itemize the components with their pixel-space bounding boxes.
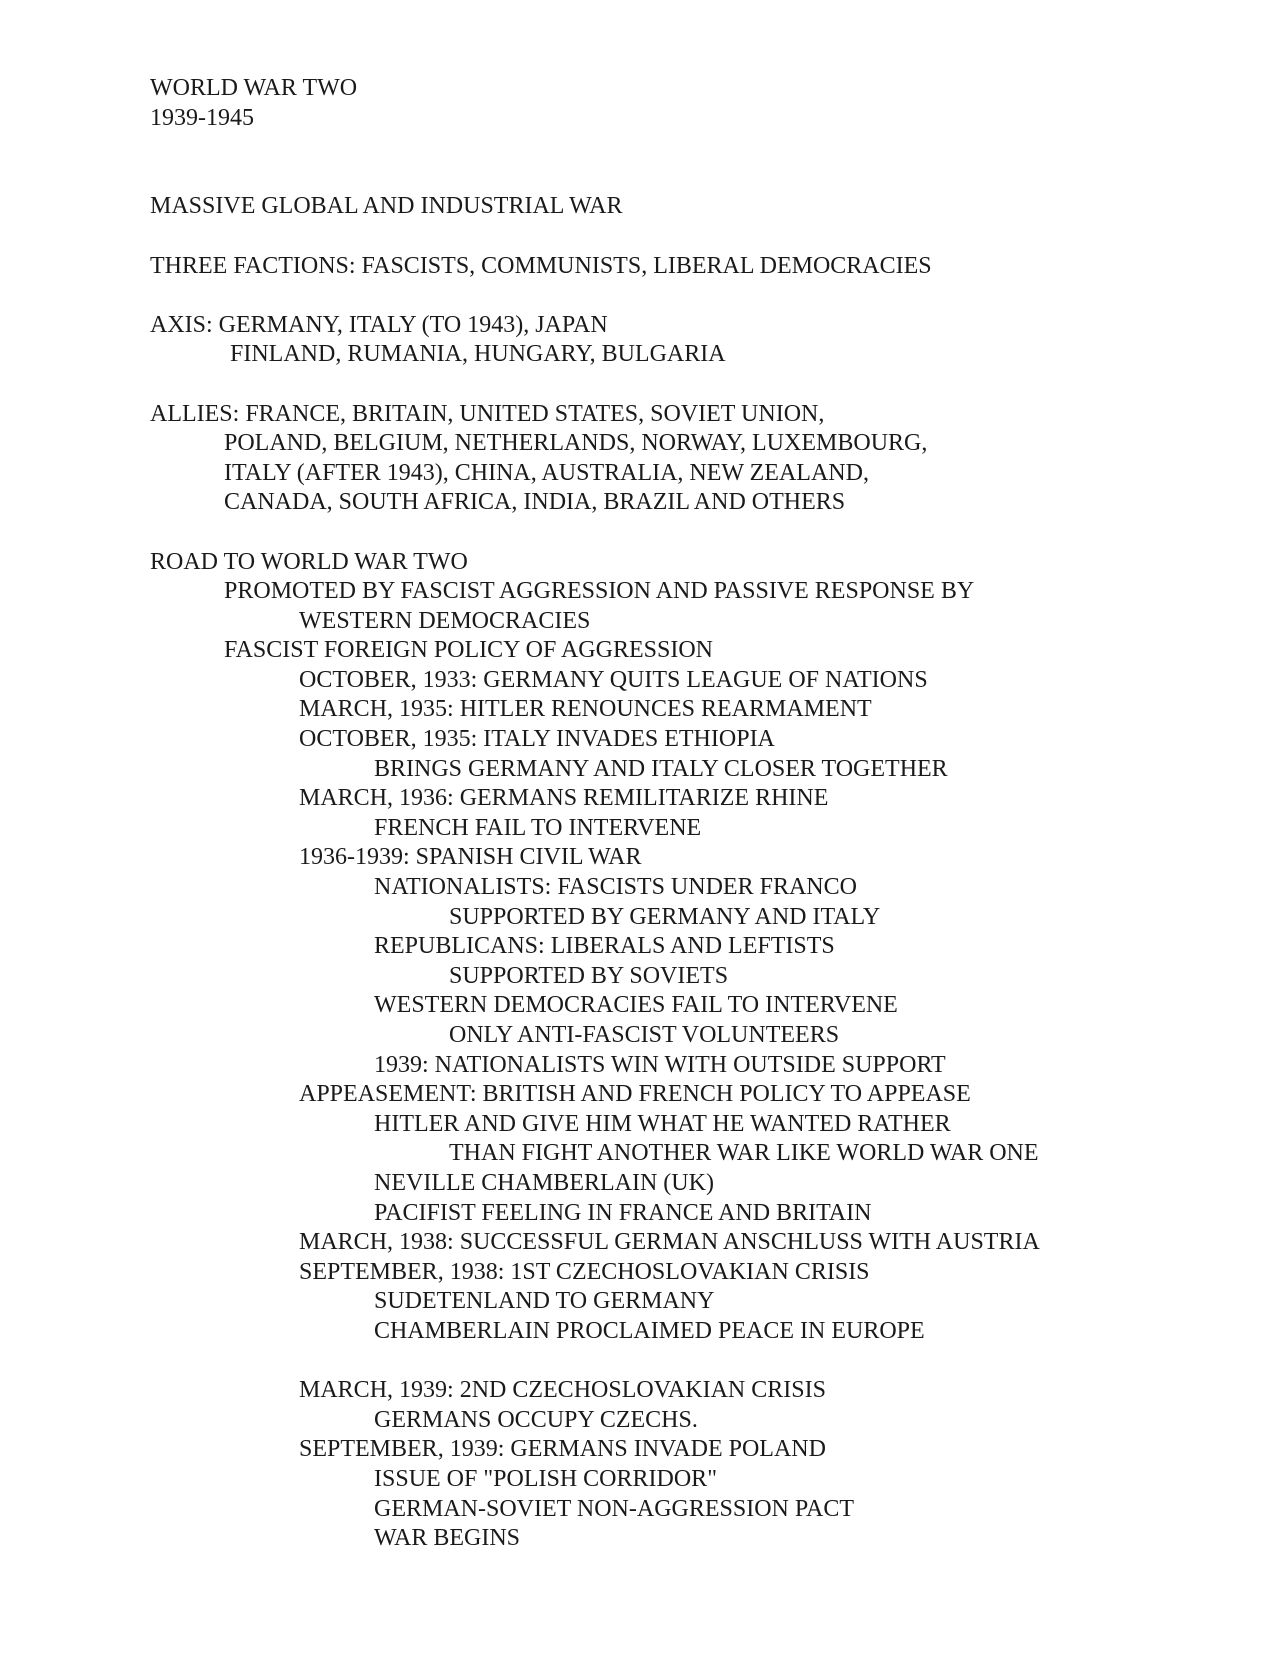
outline-line: OCTOBER, 1933: GERMANY QUITS LEAGUE OF NATIONS	[299, 666, 928, 693]
outline-line: FASCIST FOREIGN POLICY OF AGGRESSION	[224, 637, 713, 664]
outline-line: WESTERN DEMOCRACIES	[299, 607, 591, 634]
outline-line: REPUBLICANS: LIBERALS AND LEFTISTS	[374, 933, 835, 960]
outline-line: SEPTEMBER, 1939: GERMANS INVADE POLAND	[299, 1436, 826, 1463]
outline-line: SUPPORTED BY SOVIETS	[449, 962, 729, 989]
axis-line: FINLAND, RUMANIA, HUNGARY, BULGARIA	[230, 341, 726, 368]
outline-line: ONLY ANTI-FASCIST VOLUNTEERS	[449, 1022, 840, 1048]
axis-line: AXIS: GERMANY, ITALY (TO 1943), JAPAN	[150, 311, 608, 338]
outline-line: CHAMBERLAIN PROCLAIMED PEACE IN EUROPE	[374, 1317, 925, 1344]
outline-line: MARCH, 1939: 2ND CZECHOSLOVAKIAN CRISIS	[299, 1377, 826, 1404]
outline-line: WESTERN DEMOCRACIES FAIL TO INTERVENE	[374, 992, 898, 1019]
outline-line: HITLER AND GIVE HIM WHAT HE WANTED RATHER	[374, 1110, 951, 1137]
outline-line: ISSUE OF "POLISH CORRIDOR"	[374, 1465, 717, 1492]
outline-line: WAR BEGINS	[374, 1525, 521, 1552]
spacer	[150, 1347, 1260, 1377]
outline-line: BRINGS GERMANY AND ITALY CLOSER TOGETHER	[374, 755, 948, 782]
spacer	[150, 222, 1260, 252]
outline-line: MARCH, 1938: SUCCESSFUL GERMAN ANSCHLUSS WITH AUSTRIA	[299, 1229, 1040, 1256]
outline-line: THAN FIGHT ANOTHER WAR LIKE WORLD WAR ONE	[449, 1140, 1039, 1167]
outline-line: PACIFIST FEELING IN FRANCE AND BRITAIN	[374, 1199, 872, 1226]
outline-line: NEVILLE CHAMBERLAIN (UK)	[374, 1169, 714, 1196]
allies-line: CANADA, SOUTH AFRICA, INDIA, BRAZIL AND OTHERS	[224, 489, 846, 516]
outline-line: MARCH, 1936: GERMANS REMILITARIZE RHINE	[299, 785, 829, 812]
outline-line: 1939: NATIONALISTS WIN WITH OUTSIDE SUPPORT	[374, 1051, 946, 1078]
outline-line: NATIONALISTS: FASCISTS UNDER FRANCO	[374, 874, 857, 901]
spacer	[150, 518, 1260, 548]
allies-line: ALLIES: FRANCE, BRITAIN, UNITED STATES, SOVIET UNION,	[150, 400, 825, 427]
spacer	[150, 281, 1260, 311]
outline-line: SUPPORTED BY GERMANY AND ITALY	[449, 903, 881, 930]
factions-line: THREE FACTIONS: FASCISTS, COMMUNISTS, LIBERAL DEMOCRACIES	[150, 252, 932, 279]
document-title: WORLD WAR TWO	[150, 75, 358, 101]
spacer	[150, 370, 1260, 400]
outline-line: PROMOTED BY FASCIST AGGRESSION AND PASSIVE RESPONSE BY	[224, 578, 975, 605]
summary-line: MASSIVE GLOBAL AND INDUSTRIAL WAR	[150, 193, 623, 220]
outline-line: APPEASEMENT: BRITISH AND FRENCH POLICY TO APPEASE	[299, 1081, 971, 1108]
allies-line: POLAND, BELGIUM, NETHERLANDS, NORWAY, LUXEMBOURG,	[224, 430, 928, 457]
outline-line: GERMAN-SOVIET NON-AGGRESSION PACT	[374, 1495, 855, 1522]
outline-line: FRENCH FAIL TO INTERVENE	[374, 814, 702, 841]
outline-line: MARCH, 1935: HITLER RENOUNCES REARMAMENT	[299, 696, 872, 723]
outline-line: SEPTEMBER, 1938: 1ST CZECHOSLOVAKIAN CRISIS	[299, 1258, 870, 1285]
outline-line: SUDETENLAND TO GERMANY	[374, 1288, 715, 1315]
spacer	[150, 133, 1260, 192]
allies-line: ITALY (AFTER 1943), CHINA, AUSTRALIA, NEW ZEALAND,	[224, 459, 869, 486]
document-dates: 1939-1945	[150, 104, 254, 131]
outline-line: ROAD TO WORLD WAR TWO	[150, 548, 468, 575]
outline-line: OCTOBER, 1935: ITALY INVADES ETHIOPIA	[299, 726, 775, 753]
outline-line: 1936-1939: SPANISH CIVIL WAR	[299, 844, 642, 871]
outline-line: GERMANS OCCUPY CZECHS.	[374, 1406, 698, 1433]
document-body	[150, 74, 1260, 1554]
